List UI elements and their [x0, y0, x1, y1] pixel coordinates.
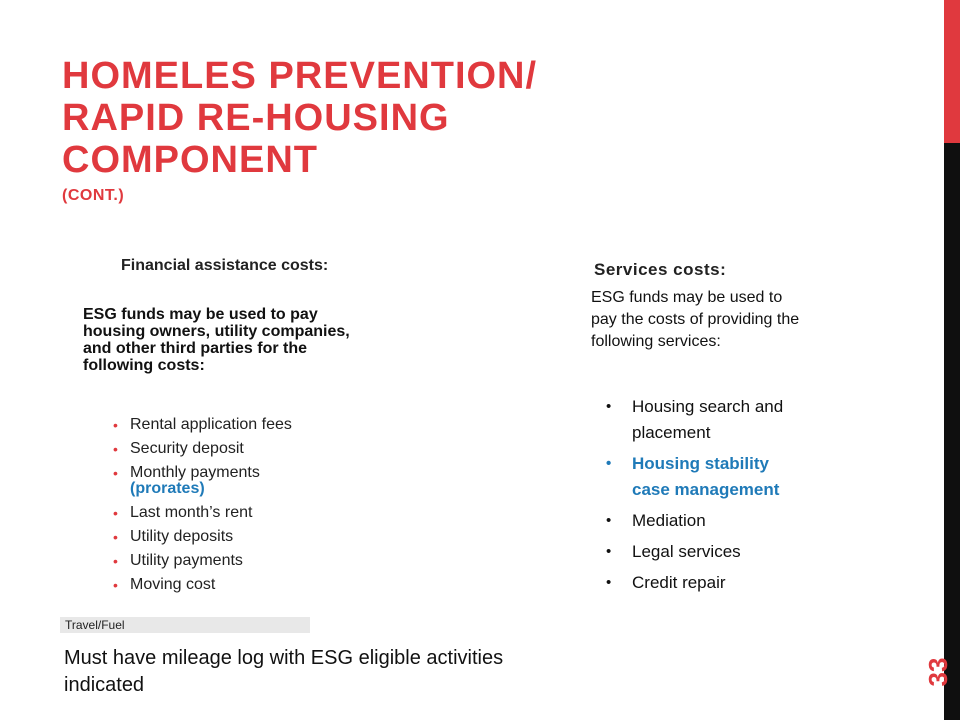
- bullet-icon: •: [113, 441, 118, 457]
- list-item: • Legal services: [606, 539, 806, 565]
- services-list: [606, 394, 806, 601]
- title-line-2: RAPID RE-HOUSING: [62, 97, 450, 139]
- list-item: • Housing search and placement: [606, 394, 806, 446]
- mileage-note: Must have mileage log with ESG eligible activities indicated: [64, 647, 504, 696]
- slide-title: [62, 55, 742, 207]
- page-number: 33: [923, 657, 953, 687]
- list-item: • Housing stability case management: [606, 451, 806, 503]
- bullet-icon: •: [113, 553, 118, 569]
- prorates-note: (prorates): [130, 480, 205, 497]
- financial-intro: ESG funds may be used to pay housing owners, utility companies, and other third parties for the following costs:: [83, 306, 350, 374]
- list-item: • Security deposit: [113, 440, 244, 457]
- services-heading: Services costs:: [594, 260, 727, 279]
- bullet-icon: •: [606, 574, 612, 591]
- list-item: • Last month’s rent: [113, 504, 253, 521]
- financial-heading: Financial assistance costs:: [121, 257, 329, 274]
- sidebar-dark-bar: [944, 143, 960, 720]
- bullet-icon: •: [606, 543, 612, 560]
- bullet-icon: •: [113, 417, 118, 433]
- bullet-icon: •: [606, 455, 612, 472]
- services-intro: ESG funds may be used to pay the costs of providing the following services:: [591, 289, 800, 350]
- travel-fuel-label: Travel/Fuel: [60, 617, 310, 633]
- list-item: • Moving cost: [113, 576, 216, 593]
- bullet-icon: •: [606, 398, 612, 415]
- title-suffix: (CONT.): [62, 187, 125, 204]
- list-item: • Utility payments: [113, 552, 243, 569]
- bullet-icon: •: [606, 512, 612, 529]
- title-line-3: COMPONENT: [62, 139, 318, 181]
- list-item: • Credit repair: [606, 570, 806, 596]
- bullet-icon: •: [113, 529, 118, 545]
- bullet-icon: •: [113, 505, 118, 521]
- sidebar-accent-bar: [944, 0, 960, 143]
- bullet-icon: •: [113, 577, 118, 593]
- list-item: • Mediation: [606, 508, 806, 534]
- title-line-1: HOMELES PREVENTION/: [62, 55, 538, 97]
- list-item: • Monthly payments (prorates): [113, 465, 353, 497]
- list-item: • Utility deposits: [113, 528, 234, 545]
- list-item: • Rental application fees: [113, 416, 292, 433]
- financial-cost-list: [113, 417, 353, 601]
- bullet-icon: •: [113, 465, 118, 481]
